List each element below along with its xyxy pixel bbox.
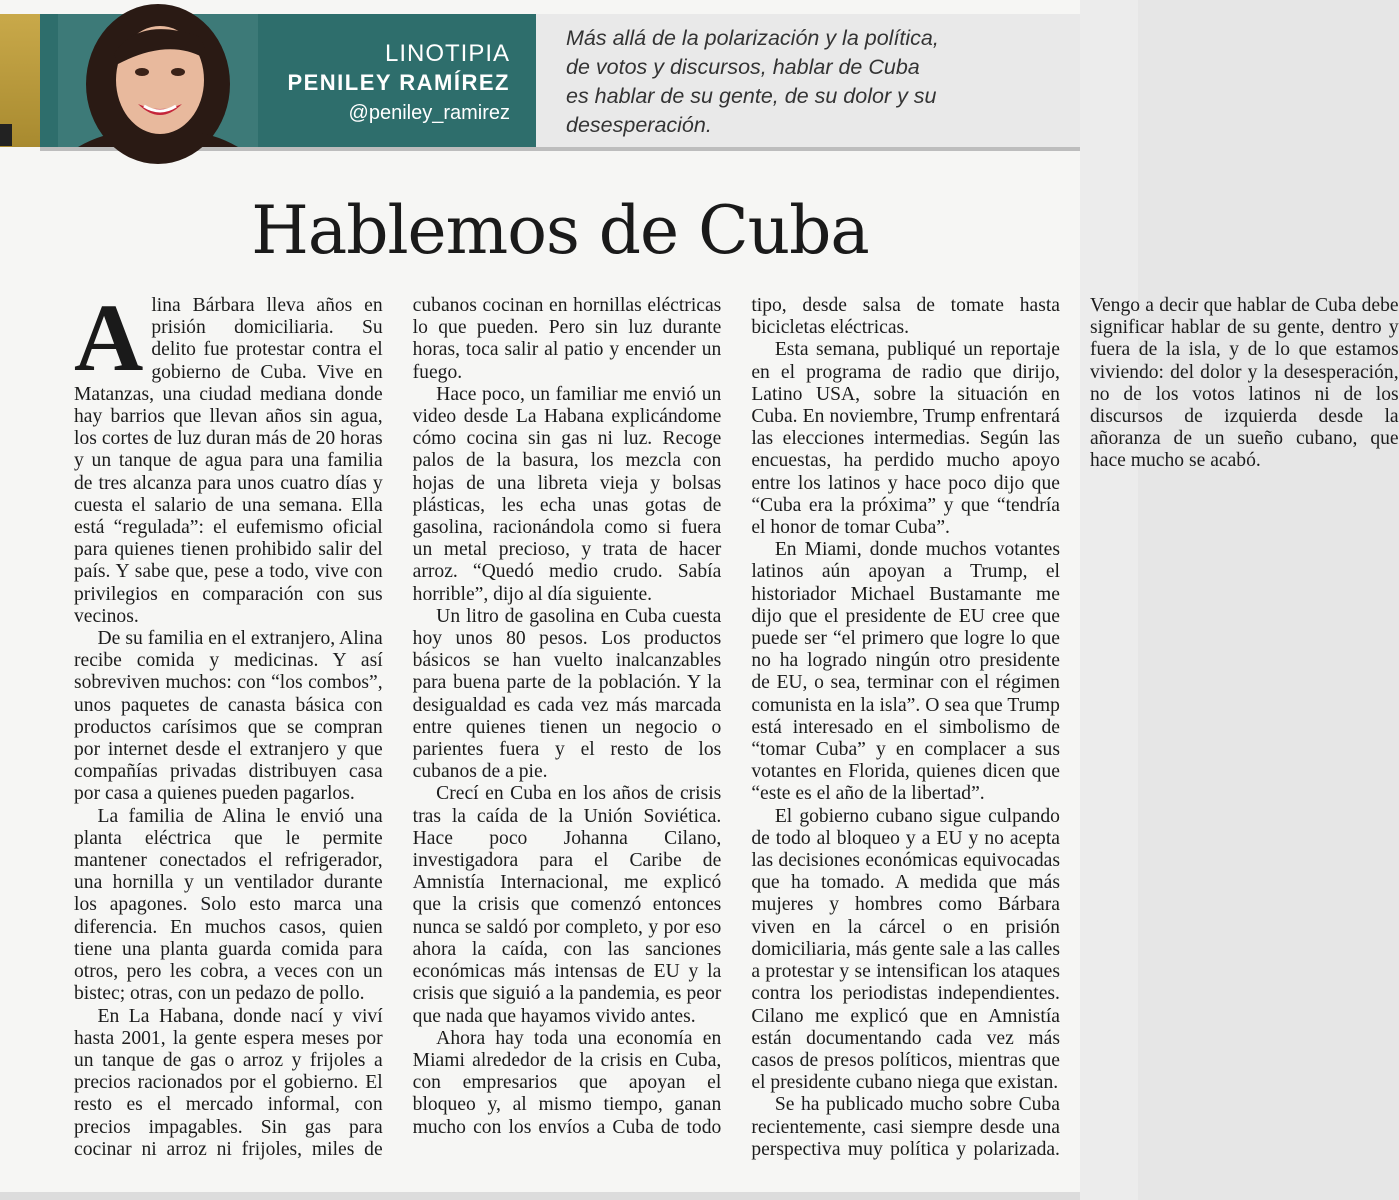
article-deck bbox=[566, 24, 1066, 140]
page-margin bbox=[1080, 0, 1138, 1200]
author-name: PENILEY RAMÍREZ bbox=[287, 70, 510, 95]
paragraph: Esta semana, publiqué un reportaje en el programa de radio que dirijo, Latino USA, sobre la situación en Cuba. En noviembre, Trump enfrentará las elecciones intermedias. Según las encuestas, ha perdido mucho apoyo entre los latinos y hace poco dijo que “Cuba era la próxima” y que “tendría el honor de tomar Cuba”. bbox=[751, 339, 1060, 539]
paragraph: Un litro de gasolina en Cuba cuesta hoy unos 80 pesos. Los productos básicos se han vuelto inalcanzables para buena parte de la población. Y la desigualdad es cada vez más marcada entre quienes tienen un negocio o parientes fuera y el resto de los cubanos de a pie. bbox=[412, 605, 722, 783]
paragraph: En Miami, donde muchos votantes latinos aún apoyan a Trump, el historiador Michael Bustamante me dijo que el presidente de EU cree que puede ser “el primero que logre lo que no ha logrado ningún otro presidente de EU, o sea, terminar con el régimen comunista en la isla”. O sea que Trump está interesado en el simbolismo de “tomar Cuba” y en complacer a sus votantes en Florida, quienes dicen que “este es el año de la libertad”. bbox=[751, 539, 1060, 805]
deck-line: Más allá de la polarización y la política, bbox=[566, 26, 939, 50]
paragraph: Crecí en Cuba en los años de crisis tras la caída de la Unión Soviética. Hace poco Johanna Cilano, investigadora para el Caribe de Amnistía Internacional, me explicó que la crisis que comenzó entonces nunca se saldó por completo, y por eso ahora la caída, con las sanciones económicas más intensas de EU y la crisis que siguió a la pandemia, es peor que nada que hayamos vivido antes. bbox=[412, 783, 722, 1027]
paragraph: De su familia en el extranjero, Alina recibe comida y medicinas. Y así sobreviven muchos: con “los combos”, unos paquetes de canasta básica con productos carísimos que se compran por internet desde el extranjero y que compañías privadas distribuyen casa por casa a quienes pueden pagarlos. bbox=[74, 628, 383, 805]
article-body bbox=[74, 284, 1399, 1175]
paragraph: Se ha publicado mucho sobre Cuba recientemente, casi siempre desde una perspectiva muy política y polarizada. Vengo a decir que hablar de Cuba debe significar hablar de su gente, dentro y fuera de la isla, y de lo que estamos viviendo: del dolor y la desesperación, no de los votos latinos ni de los discursos de izquierda desde la añoranza de un sueño cubano, que hace mucho se acabó. bbox=[751, 295, 1399, 1160]
deck-line: es hablar de su gente, de su dolor y su bbox=[566, 84, 937, 108]
page-edge bbox=[0, 1192, 1080, 1200]
paragraph: El gobierno cubano sigue culpando de todo al bloqueo y a EU y no acepta las decisiones económicas equivocadas que ha tomado. A medida que más mujeres y hombres como Bárbara viven en la cárcel o en prisión domiciliaria, más gente sale a las calles a protestar y se intensifican los ataques contra los periodistas independientes. Cilano me explicó que en Amnistía están documentando cada vez más casos de presos políticos, mientras que el presidente cubano niega que existan. bbox=[751, 805, 1060, 1094]
author-header bbox=[40, 14, 536, 147]
deck-line: de votos y discursos, hablar de Cuba bbox=[566, 55, 920, 79]
drop-cap: A bbox=[74, 284, 144, 391]
paragraph: La familia de Alina le envió una planta eléctrica que le permite mantener conectados el refrigerador, una hornilla y un ventilador durante los apagones. Solo esto marca una diferencia. En muchos casos, quien tiene una planta guarda comida para otros, pero les cobra, a veces con un bistec; otras, con un pedazo de pollo. bbox=[74, 805, 383, 1005]
paragraph: Ahora hay toda una economía en Miami alrededor de la crisis en Cuba, con empresarios que apoyan el bloqueo y, al mismo tiempo, ganan mucho con los envíos a Cuba de todo tipo, desde salsa de tomate hasta bicicletas eléctricas. bbox=[412, 295, 1060, 1138]
column-name: LINOTIPIA bbox=[384, 40, 510, 67]
section-tab bbox=[0, 14, 40, 147]
paragraph: Hace poco, un familiar me envió un video desde La Habana explicándome cómo cocina sin gas ni luz. Recoge palos de la basura, los mezcla con hojas de una libreta vieja y bolsas plásticas, les echa unas gotas de gasolina, racionándola como si fuera un metal precioso, y trata de hacer arroz. “Quedó medio crudo. Sabía horrible”, dijo al día siguiente. bbox=[412, 383, 722, 605]
headline: Hablemos de Cuba bbox=[251, 192, 869, 269]
deck-line: desesperación. bbox=[566, 113, 712, 137]
author-photo bbox=[58, 14, 258, 147]
author-handle: @peniley_ramirez bbox=[348, 102, 510, 124]
paragraph: En La Habana, donde nací y viví hasta 2001, la gente espera meses por un tanque de gas o arroz y frijoles a precios racionados por el gobierno. El resto es el mercado informal, con precios impagables. Sin gas para cocinar ni arroz ni frijoles, miles de cubanos cocinan en hornillas eléctricas lo que pueden. Pero sin luz durante horas, toca salir al patio y encender un fuego. bbox=[74, 295, 722, 1160]
paragraph: Alina Bárbara lleva años en prisión domiciliaria. Su delito fue protestar contra el gobierno de Cuba. Vive en Matanzas, una ciudad mediana donde hay barrios que llevan años sin agua, los cortes de luz duran más de 20 horas y un tanque de agua para una familia de tres alcanza para unos cuatro días y cuesta el salario de una semana. Ella está “regulada”: el eufemismo oficial para quienes tienen prohibido salir del país. Y sabe que, pese a todo, vive con privilegios en comparación con sus vecinos. bbox=[74, 284, 383, 627]
